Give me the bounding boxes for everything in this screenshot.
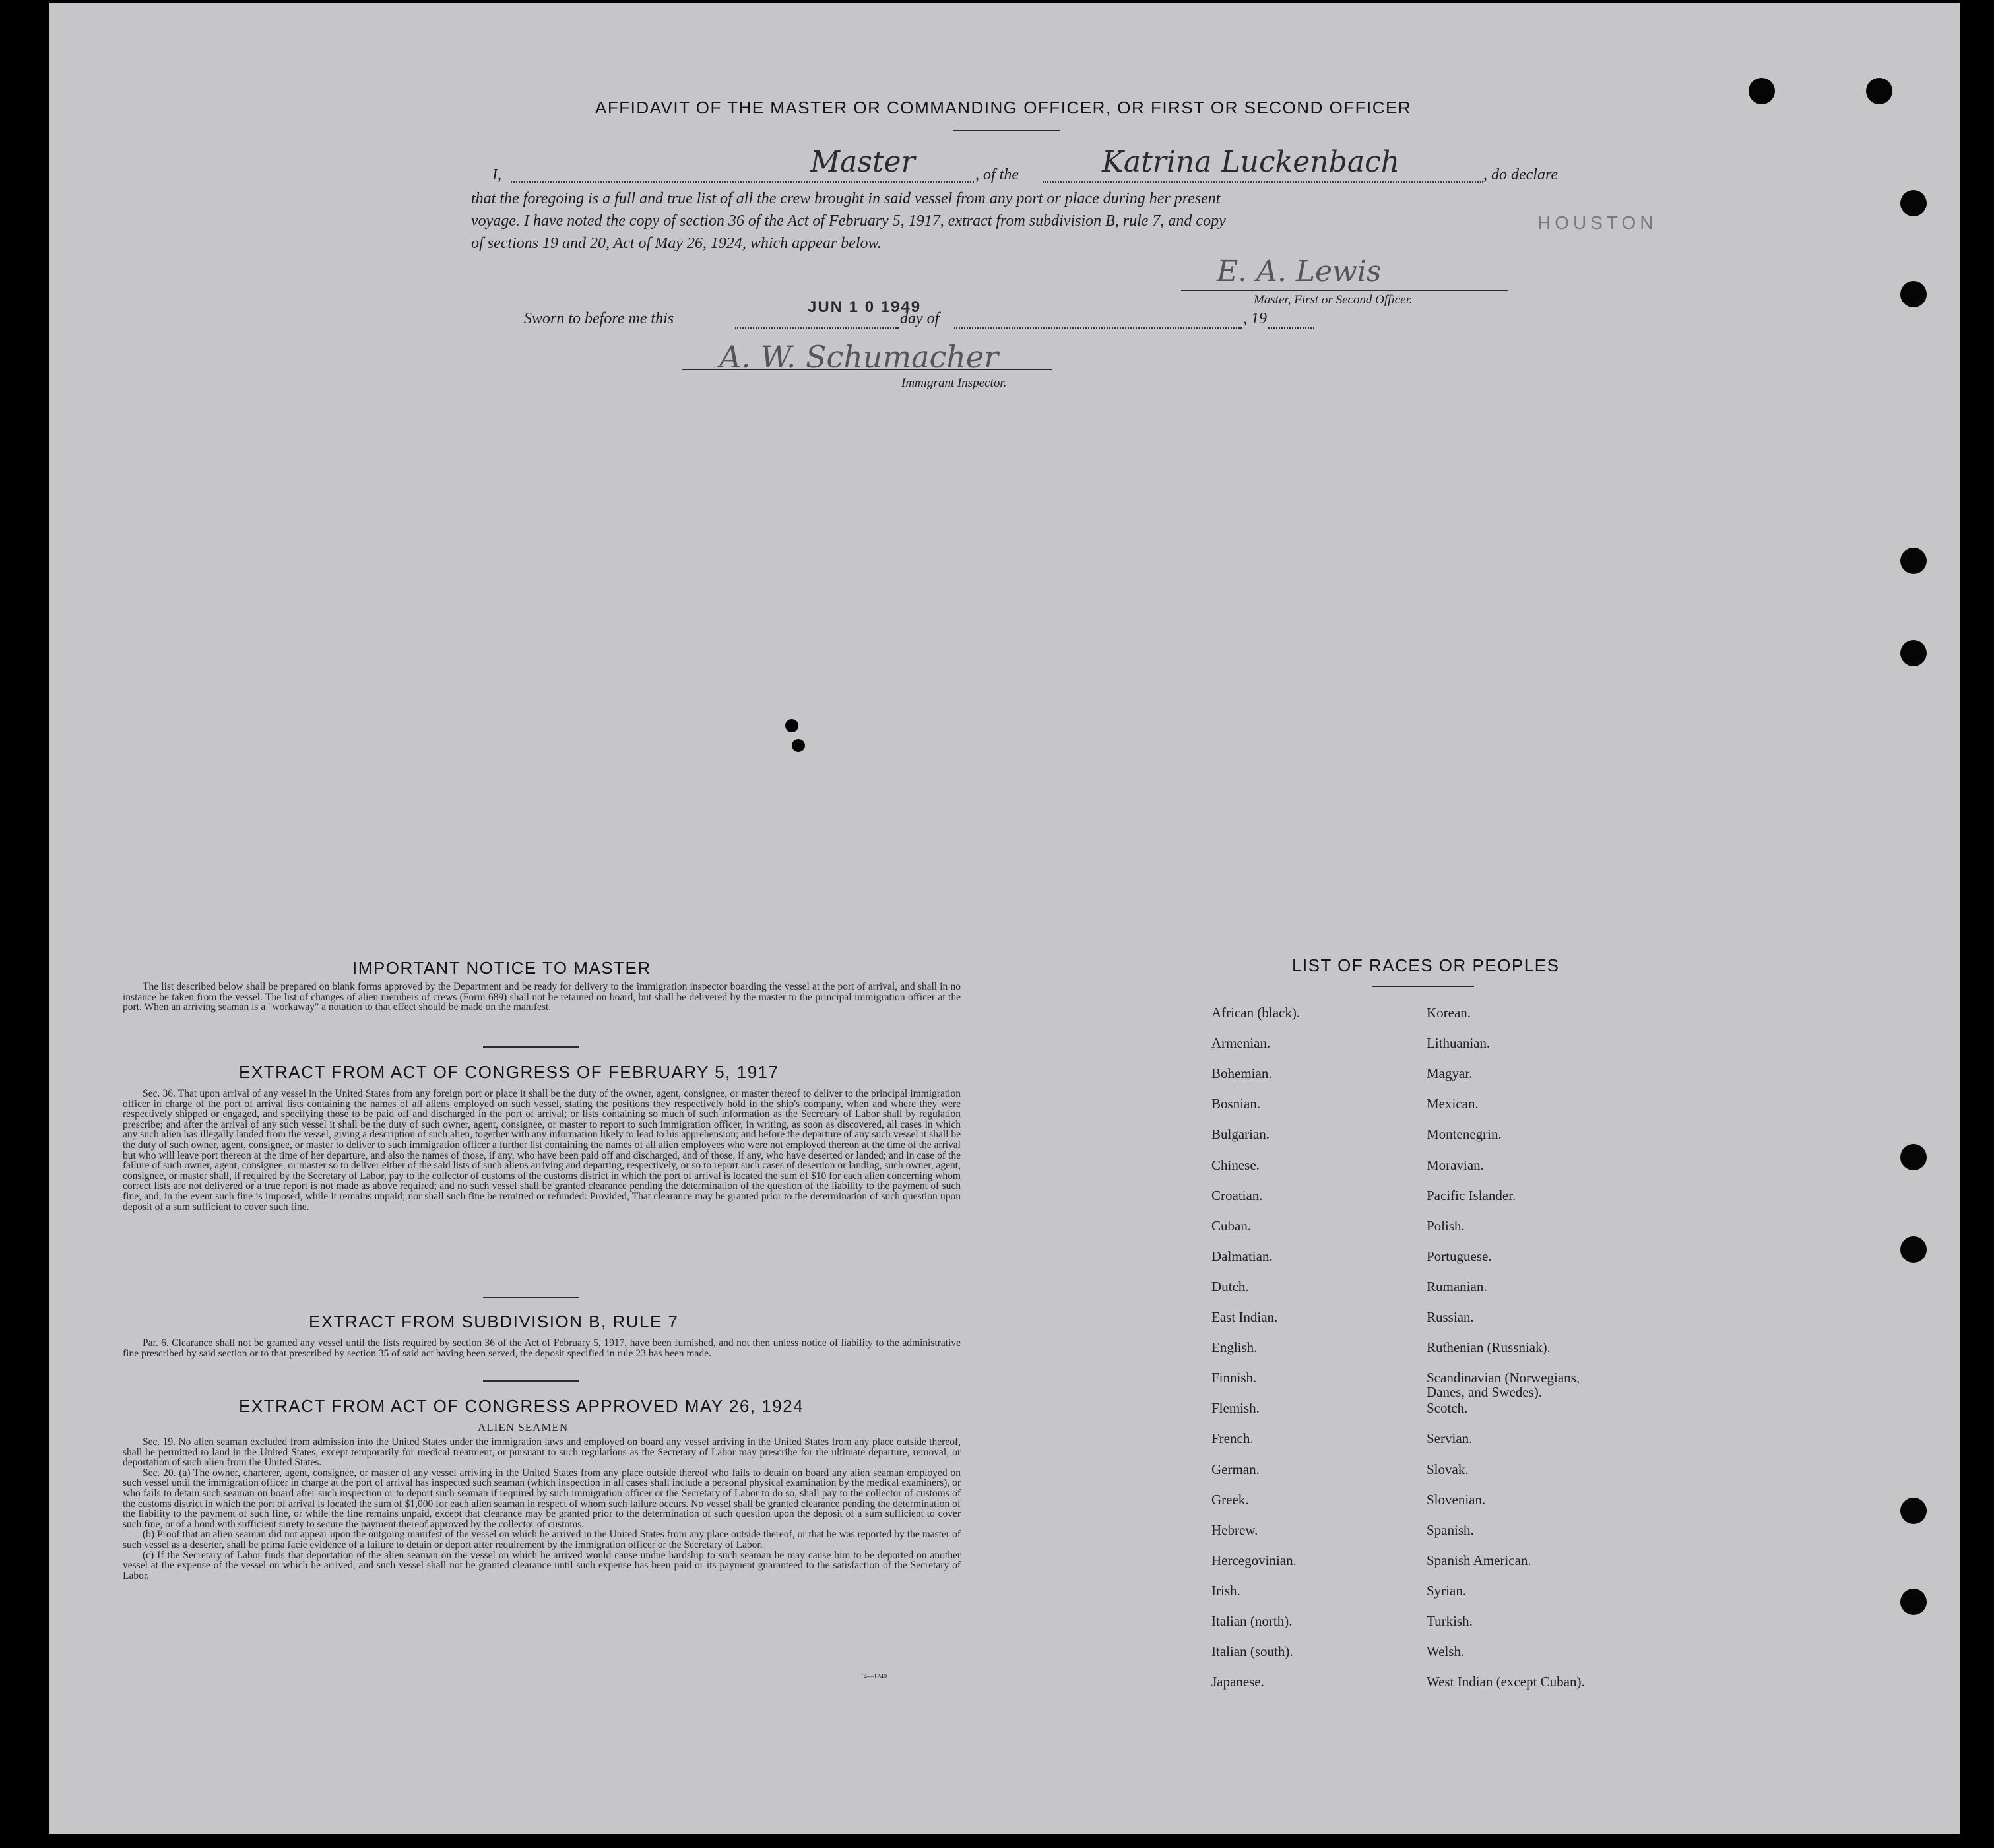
race-item: Ruthenian (Russniak). bbox=[1427, 1339, 1551, 1356]
extract-1917-title: EXTRACT FROM ACT OF CONGRESS OF FEBRUARY 5, 1917 bbox=[239, 1062, 779, 1082]
extract-1924-subtitle: ALIEN SEAMEN bbox=[478, 1421, 569, 1434]
inspector-caption: Immigrant Inspector. bbox=[901, 376, 1007, 390]
year-prefix: , 19 bbox=[1243, 310, 1267, 327]
sworn-month-line bbox=[954, 327, 1242, 329]
race-item: Scandinavian (Norwegians, Danes, and Swedes). bbox=[1427, 1370, 1580, 1401]
extract-1924-text bbox=[123, 1437, 961, 1581]
sec-20a-paragraph: Sec. 20. (a) The owner, charterer, agent, consignee, or master of any vessel arriving in the United States from any place outside thereof who fails to detain on board any alien seaman employed on such vessel until the immigration officer in charge at the port of arrival has inspected such seaman (which inspection in all cases shall include a personal physical examination by the medical examiners), or who fails to detain such seaman on board after such inspection or to deport such seaman if required by such immigration officer or the Secretary of Labor to do so, shall pay to the collector of customs of the customs district in which the port of arrival is located the sum of $1,000 for each alien seaman in respect of whom such failure occurs. No vessel shall be granted clearance pending the determination of the liability to the payment of such fine, or while the fine remains unpaid, except that clearance may be granted prior to the determination of such question upon the deposit of a sum sufficient to cover such fine, or of a bond with sufficient surety to secure the payment thereof approved by the collector of customs. bbox=[123, 1467, 961, 1530]
race-item: Japanese. bbox=[1211, 1674, 1264, 1690]
races-title: LIST OF RACES OR PEOPLES bbox=[1292, 955, 1560, 975]
punch-hole bbox=[1900, 1236, 1927, 1263]
race-item: French. bbox=[1211, 1430, 1254, 1447]
day-of-label: day of bbox=[900, 310, 940, 327]
race-item: Hebrew. bbox=[1211, 1521, 1258, 1538]
race-item: Welsh. bbox=[1427, 1643, 1465, 1660]
affidavit-title: AFFIDAVIT OF THE MASTER OR COMMANDING OFFICER, OR FIRST OR SECOND OFFICER bbox=[595, 98, 1412, 117]
punch-hole bbox=[1900, 1144, 1927, 1170]
officer-title-handwriting: Master bbox=[810, 145, 915, 179]
races-title-underline bbox=[1372, 986, 1474, 987]
race-item: Lithuanian. bbox=[1427, 1035, 1491, 1052]
punch-hole bbox=[1900, 190, 1927, 216]
race-item: Polish. bbox=[1427, 1217, 1465, 1234]
race-item: Italian (north). bbox=[1211, 1613, 1293, 1629]
punch-hole bbox=[1749, 78, 1775, 104]
date-stamp: JUN 1 0 1949 bbox=[808, 298, 922, 316]
race-item: Italian (south). bbox=[1211, 1643, 1293, 1660]
inspector-signature: A. W. Schumacher bbox=[719, 339, 999, 375]
master-signature: E. A. Lewis bbox=[1217, 255, 1382, 288]
signature-line bbox=[1181, 290, 1508, 291]
punch-hole bbox=[1900, 548, 1927, 574]
affidavit-line-2: that the foregoing is a full and true list of all the crew brought in said vessel from any port or place during her present bbox=[471, 190, 1221, 207]
punch-hole bbox=[1900, 1589, 1927, 1615]
punch-hole bbox=[1900, 281, 1927, 307]
notice-title: IMPORTANT NOTICE TO MASTER bbox=[352, 958, 651, 978]
title-underline bbox=[953, 130, 1060, 131]
race-item: German. bbox=[1211, 1461, 1260, 1477]
race-item: Rumanian. bbox=[1427, 1278, 1487, 1294]
vessel-name-handwriting: Katrina Luckenbach bbox=[1102, 145, 1400, 179]
notice-text bbox=[123, 982, 961, 1013]
race-item: Moravian. bbox=[1427, 1157, 1484, 1173]
punch-hole bbox=[1866, 78, 1892, 104]
race-item: Montenegrin. bbox=[1427, 1126, 1502, 1143]
race-item: Chinese. bbox=[1211, 1157, 1260, 1173]
race-item: Bohemian. bbox=[1211, 1066, 1272, 1082]
sworn-year-line bbox=[1268, 327, 1314, 329]
sec-19-paragraph: Sec. 19. No alien seaman excluded from admission into the United States under the immigration laws and employed on board any vessel arriving in the United States from any place outside thereof, shall be permitted to land in the United States, except temporarily for medical treatment, or pursuant to such regulations as the Secretary of Labor may prescribe for the ultimate departure, removal, or deportation of such alien from the United States. bbox=[123, 1436, 961, 1469]
punch-hole bbox=[792, 739, 805, 752]
race-item: Scotch. bbox=[1427, 1400, 1468, 1417]
race-item: Cuban. bbox=[1211, 1217, 1252, 1234]
race-item: Flemish. bbox=[1211, 1400, 1260, 1417]
race-item: Spanish American. bbox=[1427, 1552, 1531, 1568]
rule7-paragraph: Par. 6. Clearance shall not be granted any vessel until the lists required by section 36 of the Act of February 5, 1917, have been furnished, and not then unless notice of liability to the administrative fine prescribed by said section or to that prescribed by section 35 of said act having been served, the deposit specified in rule 23 has been made. bbox=[123, 1337, 961, 1359]
race-item: Servian. bbox=[1427, 1430, 1473, 1447]
document-page bbox=[49, 3, 1960, 1834]
sworn-day-line bbox=[735, 327, 899, 329]
race-item: Slovak. bbox=[1427, 1461, 1469, 1477]
affidavit-i-label: I, bbox=[492, 166, 501, 183]
signature-caption: Master, First or Second Officer. bbox=[1254, 293, 1413, 307]
rule7-title: EXTRACT FROM SUBDIVISION B, RULE 7 bbox=[309, 1312, 679, 1331]
rule7-text bbox=[123, 1338, 961, 1358]
sworn-label: Sworn to before me this bbox=[524, 310, 674, 327]
race-item: Korean. bbox=[1427, 1005, 1471, 1021]
extract-1917-text bbox=[123, 1089, 961, 1212]
inspector-line bbox=[682, 369, 1052, 370]
race-item: Spanish. bbox=[1427, 1521, 1474, 1538]
affidavit-line-3: voyage. I have noted the copy of section 36 of the Act of February 5, 1917, extract from subdivision B, rule 7, and copy bbox=[471, 212, 1226, 230]
do-declare-label: , do declare bbox=[1483, 166, 1559, 183]
race-item: Greek. bbox=[1211, 1491, 1249, 1508]
form-number: 14—1240 bbox=[860, 1673, 887, 1680]
race-item: Irish. bbox=[1211, 1582, 1240, 1599]
race-item: Slovenian. bbox=[1427, 1491, 1486, 1508]
race-item: African (black). bbox=[1211, 1005, 1301, 1021]
race-item: Hercegovinian. bbox=[1211, 1552, 1297, 1568]
race-item: Pacific Islander. bbox=[1427, 1187, 1516, 1203]
race-item: Mexican. bbox=[1427, 1096, 1479, 1112]
section-divider bbox=[483, 1046, 579, 1048]
race-item: Finnish. bbox=[1211, 1370, 1257, 1386]
officer-title-line bbox=[511, 181, 974, 183]
race-item: East Indian. bbox=[1211, 1309, 1278, 1325]
race-item: Bulgarian. bbox=[1211, 1126, 1270, 1143]
sec-20b-paragraph: (b) Proof that an alien seaman did not appear upon the outgoing manifest of the vessel on which he arrived in the United States from any place outside thereof, or that he was reported by the master of such vessel as a deserter, shall be prima facie evidence of a failure to detain or deport after requirement by the immigration officer or the Secretary of Labor. bbox=[123, 1529, 961, 1550]
race-item: Dutch. bbox=[1211, 1278, 1249, 1294]
race-item: Bosnian. bbox=[1211, 1096, 1261, 1112]
race-item: Magyar. bbox=[1427, 1066, 1473, 1082]
race-item: Syrian. bbox=[1427, 1582, 1467, 1599]
race-item: Russian. bbox=[1427, 1309, 1474, 1325]
section-divider bbox=[483, 1380, 579, 1382]
race-item: Croatian. bbox=[1211, 1187, 1263, 1203]
race-item: Portuguese. bbox=[1427, 1248, 1492, 1264]
notice-paragraph: The list described below shall be prepared on blank forms approved by the Department and be ready for delivery to the immigration inspector boarding the vessel at the port of arrival, and shall in no instance be taken from the vessel. The list of changes of alien members of crews (Form 689) shall not be retained on board, but shall be delivered by the master to the principal immigration officer at the port. When an arriving seaman is a "workaway" a notation to that effect should be made on the manifest. bbox=[123, 981, 961, 1013]
affidavit-line-4: of sections 19 and 20, Act of May 26, 1924, which appear below. bbox=[471, 235, 882, 252]
extract-1917-paragraph: Sec. 36. That upon arrival of any vessel in the United States from any foreign port or place it shall be the duty of the owner, agent, consignee, or master thereof to deliver to the principal immigration officer in charge of the port of arrival lists containing the names of all aliens employed on such vessel, stating the positions they respectively hold in the ship's company, when and where they were respectively shipped or engaged, and specifying those to be paid off and discharged in the port of arrival; or lists containing so much of such information as the Secretary of Labor shall by regulation prescribe; and after the arrival of any such vessel it shall be the duty of such owner, agent, consignee, or master to report to such immigration officer, in writing, as soon as discovered, all cases in which any such alien has illegally landed from the vessel, giving a description of such alien, together with any information likely to lead to his apprehension; and before the departure of any such vessel it shall be the duty of such owner, agent, consignee, or master to deliver to such immigration officer a further list containing the names of all alien employees who were not employed thereon at the time of the arrival but who will leave port thereon at the time of her departure, and also the names of those, if any, who have been paid off and discharged, and of those, if any, who have deserted or landed; and in case of the failure of such owner, agent, consignee, or master so to deliver either of the said lists of such aliens arriving and departing, respectively, or so to report such cases of desertion or landing, such owner, agent, consignee, or master shall, if required by the Secretary of Labor, pay to the collector of customs of the customs district in which the port of arrival is located the sum of $10 for each alien concerning whom correct lists are not delivered or a true report is not made as above required; and no such vessel shall be granted clearance pending the determination of the question of the liability to the payment of such fine, and, in the event such fine is imposed, while it remains unpaid; nor shall such fine be remitted or refunded: Provided, That clearance may be granted prior to the determination of such question upon deposit of a sum sufficient to cover such fine. bbox=[123, 1088, 961, 1213]
punch-hole bbox=[785, 719, 798, 732]
race-item: English. bbox=[1211, 1339, 1258, 1356]
sec-20c-paragraph: (c) If the Secretary of Labor finds that deportation of the alien seaman on the vessel on which he arrived would cause undue hardship to such seaman he may cause him to be deported on another vessel at the expense of the vessel on which he arrived, and such vessel shall not be granted clearance until such expense has been paid or its payment guaranteed to the satisfaction of the Secretary of Labor. bbox=[123, 1549, 961, 1581]
race-item: Armenian. bbox=[1211, 1035, 1271, 1052]
race-item: Dalmatian. bbox=[1211, 1248, 1273, 1264]
race-item: Turkish. bbox=[1427, 1613, 1473, 1629]
punch-hole bbox=[1900, 640, 1927, 666]
race-item: West Indian (except Cuban). bbox=[1427, 1674, 1585, 1690]
section-divider bbox=[483, 1297, 579, 1298]
vessel-name-line bbox=[1043, 181, 1483, 183]
of-the-label: , of the bbox=[975, 166, 1019, 183]
margin-stamp: HOUSTON bbox=[1537, 212, 1657, 233]
extract-1924-title: EXTRACT FROM ACT OF CONGRESS APPROVED MAY 26, 1924 bbox=[239, 1396, 804, 1416]
punch-hole bbox=[1900, 1498, 1927, 1524]
